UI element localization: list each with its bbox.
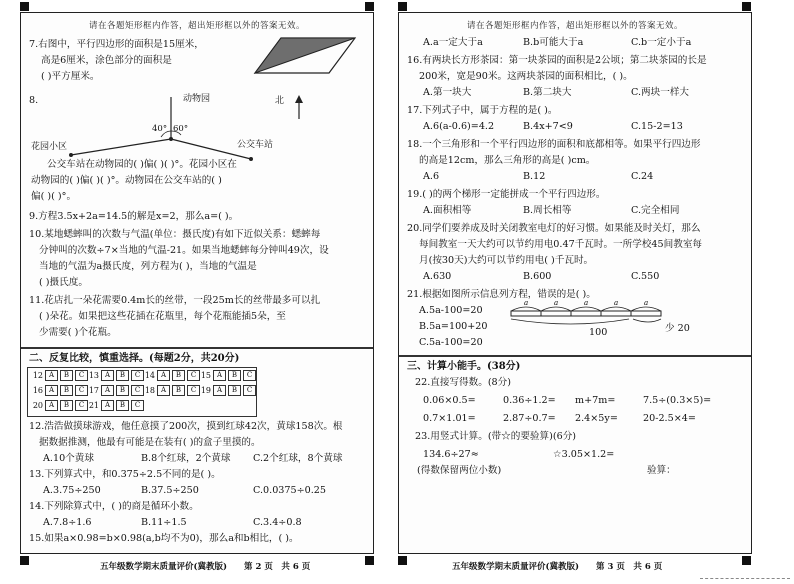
answer-card-number: 18: [144, 386, 155, 395]
map-garden-label: 花园小区: [31, 142, 68, 152]
q16-option-c: C.两块一样大: [631, 87, 690, 98]
answer-option-box-c[interactable]: C: [75, 370, 88, 381]
q8-label: 8.: [29, 95, 39, 106]
segment-brace: [631, 307, 661, 311]
answer-card-row-21: [87, 400, 146, 411]
q17-option-c: C.15-2=13: [631, 121, 683, 132]
left-page-footer: 五年级数学期末质量评价(冀教版) 第 2 页 共 6 页: [100, 562, 311, 572]
segment-label-a: a: [524, 299, 529, 307]
map-north-label: 北: [275, 96, 285, 106]
q13-option-b: B.37.5÷250: [141, 485, 199, 496]
answer-option-box-b[interactable]: B: [116, 370, 129, 381]
q14-text: 14.下列除算式中，( )的商是循环小数。: [29, 501, 199, 512]
answer-card-row-18: [143, 385, 202, 396]
q17-text: 17.下列式子中，属于方程的是( )。: [407, 105, 558, 116]
answer-option-box-a[interactable]: A: [213, 385, 226, 396]
answer-card-row-12: [31, 370, 90, 381]
answer-card-number: 17: [88, 386, 99, 395]
q15-option-a: A.a一定大于a: [423, 37, 483, 48]
parallelogram-figure: [251, 35, 361, 77]
q22-item: m+7m=: [575, 395, 616, 406]
answer-card-row-13: [87, 370, 146, 381]
answer-option-box-a[interactable]: A: [101, 370, 114, 381]
q12-option-c: C.2个红球，8个黄球: [253, 453, 343, 464]
q21-total-label: 100: [589, 327, 608, 338]
q16-line-2: 200米，宽是90米。这两块茶园的面积相比，( )。: [419, 71, 633, 82]
answer-card-number: 13: [88, 371, 99, 380]
q21-option-b: B.5a=100+20: [419, 321, 488, 332]
q21-less-label: 少 20: [665, 323, 690, 334]
answer-card-number: 15: [200, 371, 211, 380]
answer-option-box-c[interactable]: C: [187, 385, 200, 396]
q17-option-b: B.4x+7<9: [523, 121, 573, 132]
answer-option-box-a[interactable]: A: [101, 400, 114, 411]
answer-option-box-c[interactable]: C: [75, 385, 88, 396]
q20-option-b: B.600: [523, 271, 552, 282]
section-divider: [21, 347, 373, 349]
section-3-title: 三、计算小能手。(38分): [407, 361, 521, 372]
q12-line-2: 据数据推测，他最有可能是在装有( )的盒子里摸的。: [39, 437, 261, 448]
q23-item-1: 134.6÷27≈: [423, 449, 479, 460]
q23-item-2: ☆3.05×1.2=: [553, 449, 615, 460]
q19-text: 19.( )的两个梯形一定能拼成一个平行四边形。: [407, 189, 606, 200]
q17-option-a: A.6(a-0.6)=4.2: [423, 121, 495, 132]
answer-card-number: 14: [144, 371, 155, 380]
segment-brace: [601, 307, 631, 311]
q20-line-1: 20.同学们要养成及时关闭教室电灯的好习惯。如果能及时关灯，那么: [407, 223, 701, 234]
q11-line-3: 少需要( )个花瓶。: [39, 327, 117, 338]
q18-option-b: B.12: [523, 171, 546, 182]
registration-mark: [365, 556, 374, 565]
segment-label-a: a: [584, 299, 589, 307]
map-angle-40: 40°: [152, 124, 168, 134]
answer-option-box-b[interactable]: B: [116, 385, 129, 396]
header-note: 请在各题矩形框内作答，超出矩形框以外的答案无效。: [466, 21, 683, 31]
answer-option-box-a[interactable]: A: [45, 400, 58, 411]
q7-line-3: ( )平方厘米。: [41, 71, 100, 82]
q14-option-b: B.11÷1.5: [141, 517, 187, 528]
q16-option-a: A.第一块大: [423, 87, 472, 98]
q20-line-2: 每间教室一天大约可以节约用电0.47千瓦时。一所学校45间教室每: [419, 239, 703, 250]
registration-mark: [398, 2, 407, 11]
q13-option-a: A.3.75÷250: [43, 485, 101, 496]
section-2-title: 二、反复比较，慎重选择。(每题2分，共20分): [29, 353, 240, 364]
registration-mark: [20, 556, 29, 565]
answer-option-box-a[interactable]: A: [45, 385, 58, 396]
q22-item: 2.4×5y=: [575, 413, 618, 424]
q12-option-b: B.8个红球，2个黄球: [141, 453, 231, 464]
q14-option-c: C.3.4÷0.8: [253, 517, 302, 528]
answer-card-row-17: [87, 385, 146, 396]
answer-card-row-19: [199, 385, 258, 396]
segment-label-a: a: [614, 299, 619, 307]
segment-brace: [571, 307, 601, 311]
q10-line-1: 10.某地蟋蟀叫的次数与气温(单位：摄氏度)有如下近似关系：蟋蟀每: [29, 229, 321, 240]
answer-option-box-c[interactable]: C: [131, 370, 144, 381]
registration-mark: [742, 2, 751, 11]
answer-option-box-b[interactable]: B: [60, 385, 73, 396]
segment-brace: [511, 307, 541, 311]
answer-card-row-15: [199, 370, 258, 381]
q22-item: 2.87÷0.7=: [503, 413, 556, 424]
section-divider: [399, 355, 751, 357]
q23-check-label: 验算：: [647, 465, 676, 476]
q7-line-1: 7.右图中，平行四边形的面积是15厘米，: [29, 39, 204, 50]
answer-option-box-b[interactable]: B: [60, 370, 73, 381]
answer-option-box-c[interactable]: C: [187, 370, 200, 381]
q22-item: 0.7×1.01=: [423, 413, 476, 424]
answer-option-box-b[interactable]: B: [60, 400, 73, 411]
q16-line-1: 16.有两块长方形茶园：第一块茶园的面积是2公顷；第二块茶园的长是: [407, 55, 707, 66]
q11-line-1: 11.花店扎一朵花需要0.4m长的丝带，一段25m长的丝带最多可以扎: [29, 295, 321, 306]
q12-line-1: 12.浩浩做摸球游戏，他任意摸了200次，摸到红球42次，黄球158次。根: [29, 421, 343, 432]
less-brace: [633, 319, 661, 322]
q19-option-b: B.周长相等: [523, 205, 572, 216]
scan-artifact: [700, 578, 790, 579]
q10-line-4: ( )摄氏度。: [39, 277, 88, 288]
q19-option-a: A.面积相等: [423, 205, 472, 216]
q22-item: 7.5÷(0.3×5)=: [643, 395, 712, 406]
answer-card-row-14: [143, 370, 202, 381]
answer-option-box-c[interactable]: C: [75, 400, 88, 411]
answer-option-box-b[interactable]: B: [116, 400, 129, 411]
answer-option-box-b[interactable]: B: [228, 370, 241, 381]
map-bus-label: 公交车站: [237, 140, 274, 150]
total-brace: [511, 319, 629, 324]
answer-option-box-c[interactable]: C: [131, 385, 144, 396]
q13-text: 13.下列算式中，和0.375÷2.5不同的是( )。: [29, 469, 221, 480]
q18-line-1: 18.一个三角形和一个平行四边形的面积和底都相等。如果平行四边形: [407, 139, 701, 150]
header-note: 请在各题矩形框内作答，超出矩形框以外的答案无效。: [88, 21, 305, 31]
answer-option-box-c[interactable]: C: [243, 385, 256, 396]
q15-option-b: B.b可能大于a: [523, 37, 584, 48]
answer-option-box-b[interactable]: B: [228, 385, 241, 396]
q18-line-2: 的高是12cm，那么三角形的高是( )cm。: [419, 155, 596, 166]
q8-line-1: 公交车站在动物园的( )偏( )( )°。花园小区在: [47, 159, 237, 170]
answer-option-box-a[interactable]: A: [45, 370, 58, 381]
map-zoo-label: 动物园: [183, 94, 211, 104]
q23-rounding-note: (得数保留两位小数): [417, 465, 502, 476]
q20-option-a: A.630: [423, 271, 452, 282]
q22-text: 22.直接写得数。(8分): [415, 377, 512, 388]
q9-text: 9.方程3.5x+2a=14.5的解是x=2，那么a=( )。: [29, 211, 239, 222]
registration-mark: [398, 556, 407, 565]
segment-label-a: a: [554, 299, 559, 307]
segment-brace: [541, 307, 571, 311]
answer-card-number: 21: [88, 401, 99, 410]
q15-option-c: C.b一定小于a: [631, 37, 692, 48]
answer-option-box-a[interactable]: A: [213, 370, 226, 381]
q8-line-2: 动物园的( )偏( )( )°。动物园在公交车站的( ): [31, 175, 222, 186]
q19-option-c: C.完全相同: [631, 205, 680, 216]
answer-option-box-a[interactable]: A: [101, 385, 114, 396]
q22-item: 20-2.5×4=: [643, 413, 696, 424]
answer-option-box-a[interactable]: A: [157, 370, 170, 381]
segment-label-a: a: [644, 299, 649, 307]
q20-option-c: C.550: [631, 271, 660, 282]
q11-line-2: ( )朵花。如果把这些花插在花瓶里，每个花瓶能插5朵，至: [39, 311, 286, 322]
q8-line-3: 偏( )( )°。: [31, 191, 77, 202]
q14-option-a: A.7.8÷1.6: [43, 517, 92, 528]
registration-mark: [365, 2, 374, 11]
answer-option-box-c[interactable]: C: [131, 400, 144, 411]
left-answer-page: [20, 12, 374, 554]
q22-item: 0.06×0.5=: [423, 395, 476, 406]
q21-text: 21.根据如图所示信息列方程，错误的是( )。: [407, 289, 596, 300]
registration-mark: [742, 556, 751, 565]
q23-text: 23.用竖式计算。(带☆的要验算)(6分): [415, 431, 577, 442]
segment-bar: [511, 311, 661, 316]
map-angle-60: 60°: [173, 124, 189, 134]
q21-option-c: C.5a-100=20: [419, 337, 483, 348]
q16-option-b: B.第二块大: [523, 87, 572, 98]
answer-option-box-b[interactable]: B: [172, 385, 185, 396]
q15-text: 15.如果a×0.98=b×0.98(a,b均不为0)，那么a和b相比，( )。: [29, 533, 299, 544]
answer-option-box-c[interactable]: C: [243, 370, 256, 381]
answer-option-box-b[interactable]: B: [172, 370, 185, 381]
q12-option-a: A.10个黄球: [43, 453, 94, 464]
answer-option-box-a[interactable]: A: [157, 385, 170, 396]
q10-line-3: 当地的气温为a摄氏度，列方程为( )，当地的气温是: [39, 261, 257, 272]
answer-card-row-16: [31, 385, 90, 396]
q22-item: 0.36÷1.2=: [503, 395, 556, 406]
answer-card-number: 16: [32, 386, 43, 395]
q18-option-a: A.6: [423, 171, 440, 182]
answer-card-number: 12: [32, 371, 43, 380]
answer-card-number: 19: [200, 386, 211, 395]
right-answer-page: [398, 12, 752, 554]
q13-option-c: C.0.0375÷0.25: [253, 485, 327, 496]
q10-line-2: 分钟叫的次数÷7×当地的气温-21。如果当地蟋蟀每分钟叫49次，设: [39, 245, 329, 256]
q21-option-a: A.5a-100=20: [419, 305, 483, 316]
registration-mark: [20, 2, 29, 11]
answer-card-row-20: [31, 400, 90, 411]
q18-option-c: C.24: [631, 171, 654, 182]
q20-line-3: 月(按30天)大约可以节约用电( )千瓦时。: [419, 255, 594, 266]
q7-line-2: 高是6厘米，涂色部分的面积是: [41, 55, 172, 66]
right-page-footer: 五年级数学期末质量评价(冀教版) 第 3 页 共 6 页: [452, 562, 663, 572]
answer-card-number: 20: [32, 401, 43, 410]
